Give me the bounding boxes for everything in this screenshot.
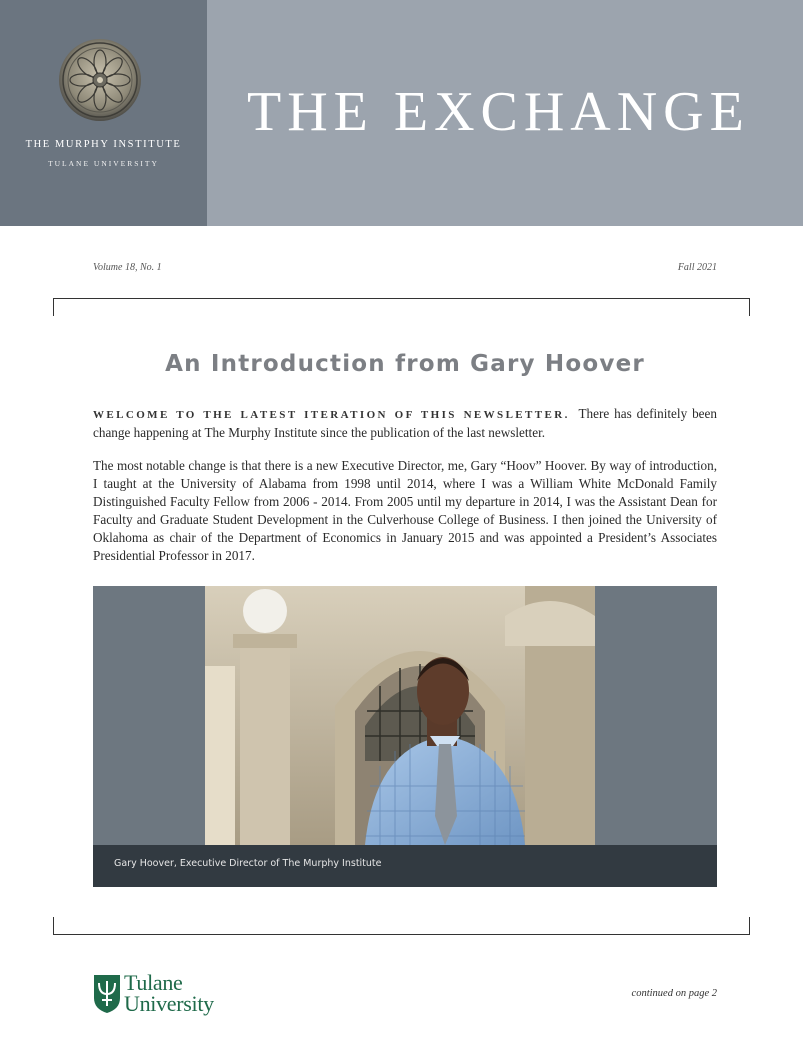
masthead: [0, 0, 803, 226]
logo-line-2: University: [124, 991, 214, 1016]
tulane-logo: [93, 972, 233, 1018]
portrait-photo: [205, 586, 595, 845]
continued-note: continued on page 2: [631, 988, 717, 999]
article-title: An Introduction from Gary Hoover: [165, 351, 645, 377]
portrait-illustration: [205, 586, 595, 845]
newsletter-title: THE EXCHANGE: [247, 81, 750, 143]
intro-paragraph: [93, 405, 717, 442]
body-paragraph: The most notable change is that there is a new Executive Director, me, Gary “Hoov” Hoover. By way of introduction, I taught at the University of Alabama from 1998 until 2014, where I was a William White McDonald Family Distinguished Faculty Fellow from 2006 - 2014. From 2005 until my departure in 2014, I was the Assistant Dean for Faculty and Graduate Student Development in the Culverhouse College of Business. I then joined the University of Oklahoma as chair of the Department of Economics in January 2015 and was appointed a President’s Associates Presidential Professor in 2017.: [93, 458, 717, 563]
photo-caption: Gary Hoover, Executive Director of The Murphy Institute: [114, 858, 382, 869]
title-panel: [207, 0, 803, 226]
issue-season: Fall 2021: [677, 262, 717, 273]
rosette-seal-icon: [58, 38, 142, 122]
lead-in: WELCOME TO THE LATEST ITERATION OF THIS NEWSLETTER.: [93, 409, 570, 421]
photo-block: [93, 586, 717, 887]
logo-line-1: Tulane: [124, 970, 183, 995]
volume-number: Volume 18, No. 1: [93, 262, 162, 273]
intro-paragraph-text: There has definitely been change happening at The Murphy Institute since the publication of the last newsletter.: [93, 406, 717, 440]
institute-name: THE MURPHY INSTITUTE: [25, 139, 182, 150]
caption-bar: [93, 845, 717, 887]
bottom-bracket-rule: [53, 917, 750, 935]
institute-university: TULANE UNIVERSITY: [48, 159, 159, 168]
tulane-shield-icon: [93, 974, 121, 1014]
brand-panel: [0, 0, 207, 226]
top-bracket-rule: [53, 298, 750, 316]
